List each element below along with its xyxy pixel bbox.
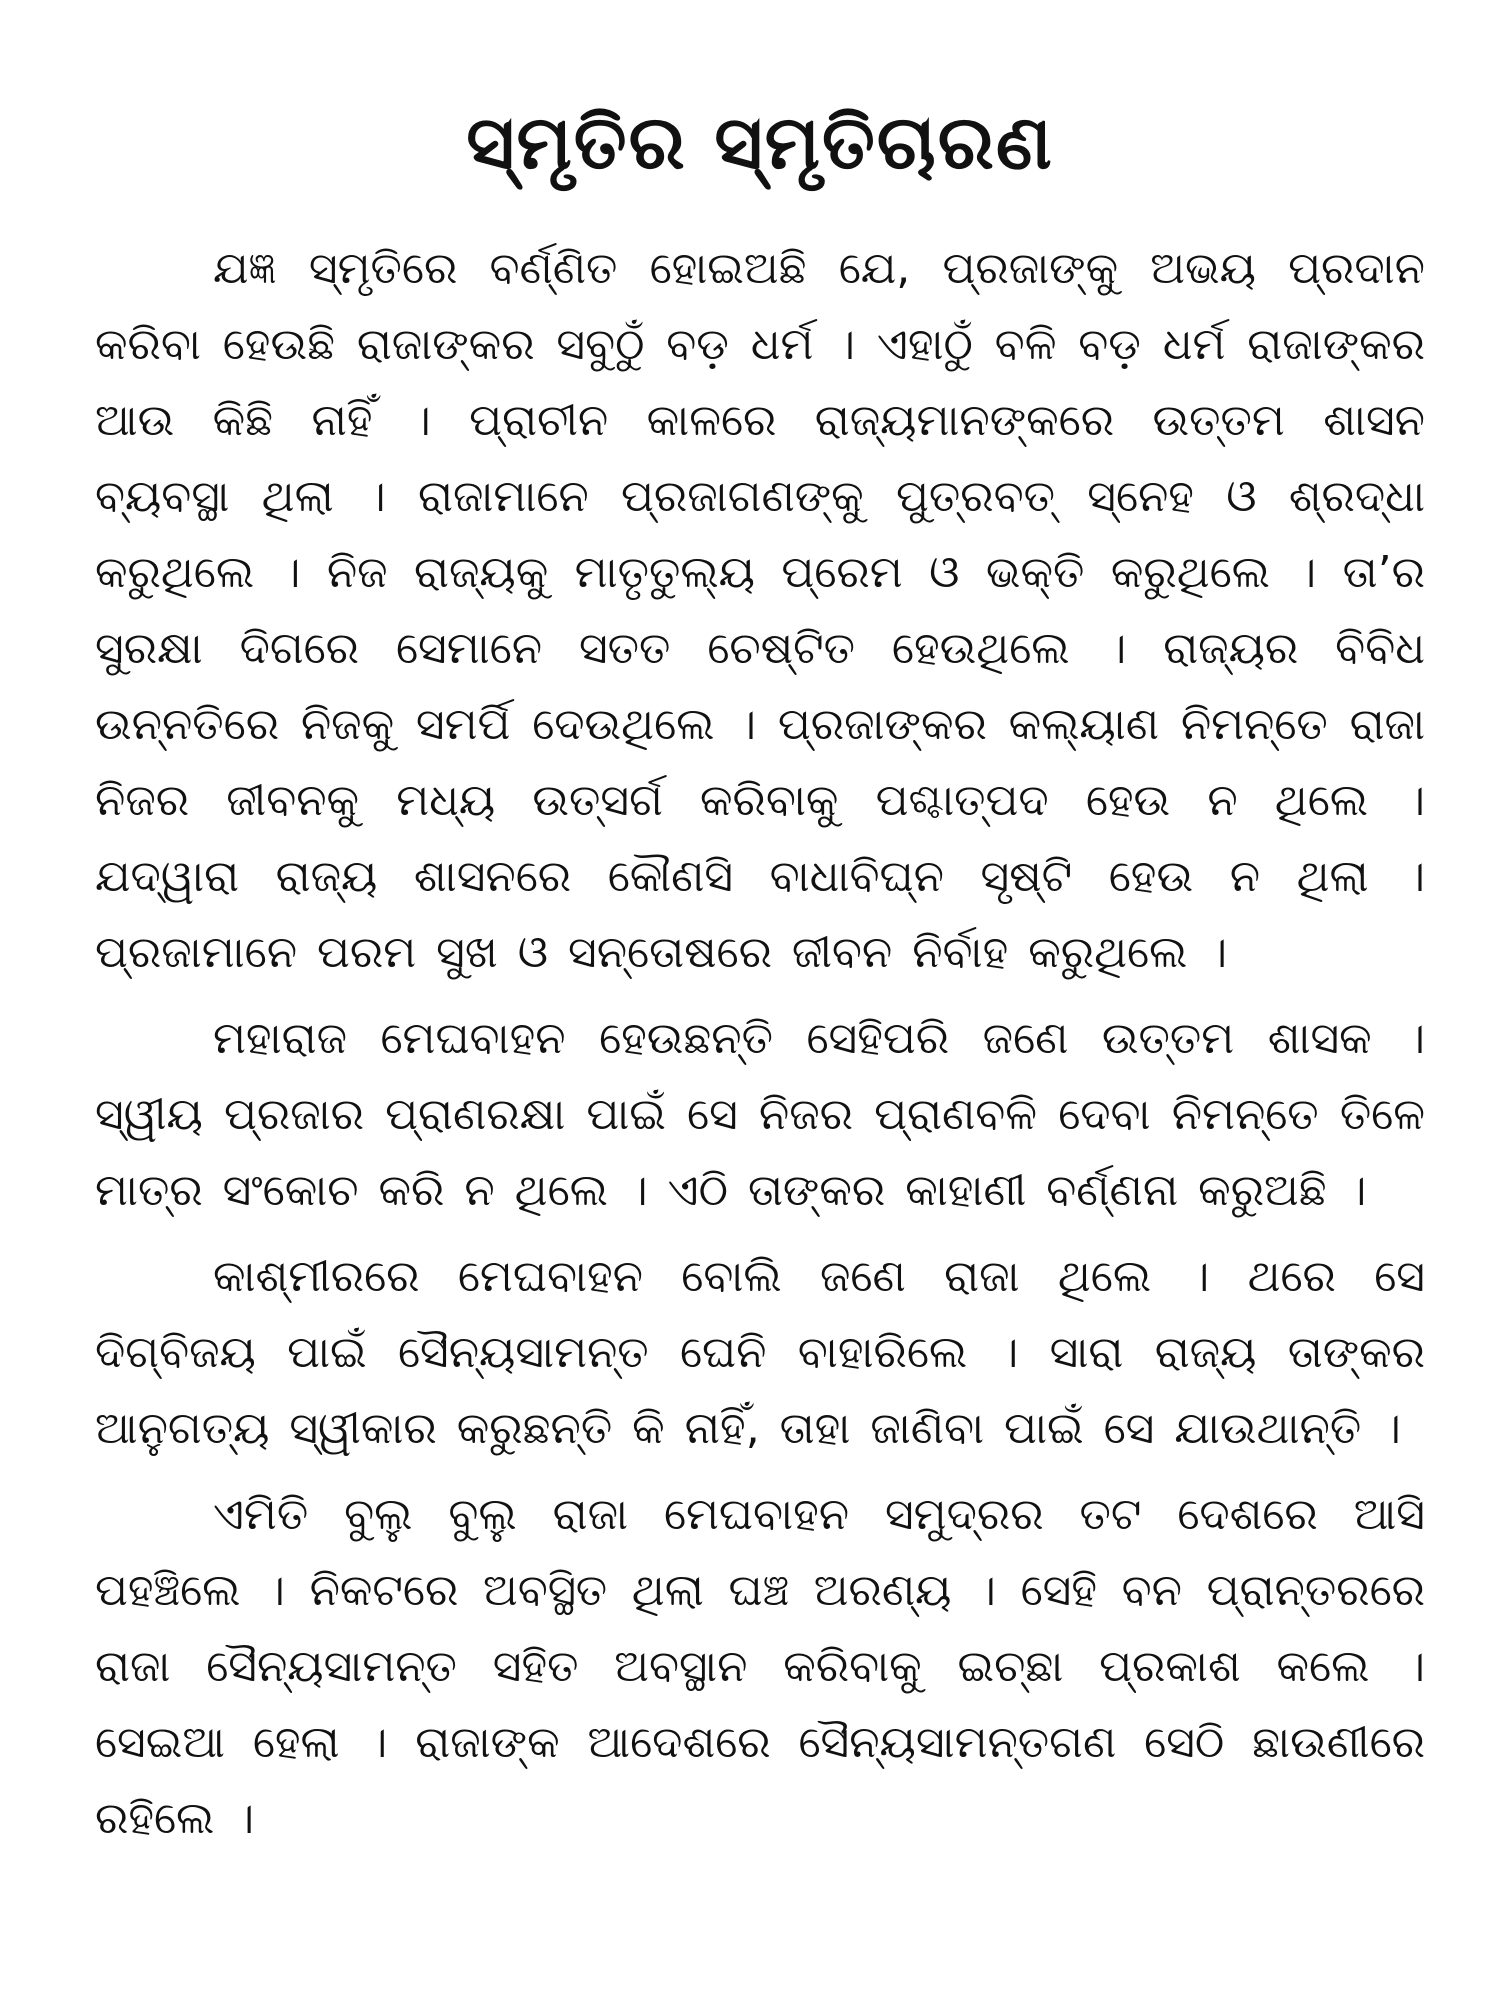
paragraph-2: ମହାରାଜ ମେଘବାହନ ହେଉଛନ୍ତି ସେହିପରି ଜଣେ ଉତ୍ତମ ଶାସକ । ସ୍ୱୀୟ ପ୍ରଜାର ପ୍ରାଣରକ୍ଷା ପାଇଁ ସେ ନିଜର ପ୍ରାଣବଳି ଦେବା ନିମନ୍ତେ ତିଳେ ମାତ୍ର ସଂକୋଚ କରି ନ ଥିଲେ । ଏଠି ତାଙ୍କର କାହାଣୀ ବର୍ଣ୍ଣନା କରୁଅଛି । — [95, 1013, 1425, 1216]
paragraph-3: କାଶ୍ମୀରରେ ମେଘବାହନ ବୋଲି ଜଣେ ରାଜା ଥିଲେ । ଥରେ ସେ ଦିଗ୍‌ବିଜୟ ପାଇଁ ସୈନ୍ୟସାମନ୍ତ ଘେନି ବାହାରିଲେ । ସାରା ରାଜ୍ୟ ତାଙ୍କର ଆନୁଗତ୍ୟ ସ୍ୱୀକାର କରୁଛନ୍ତି କି ନାହିଁ, ତାହା ଜାଣିବା ପାଇଁ ସେ ଯାଉଥାନ୍ତି । — [95, 1251, 1425, 1454]
document-title: ସ୍ମୃତିର ସ୍ମୃତିଚାରଣ — [466, 100, 1054, 186]
paragraph-1: ଯଜ୍ଞ ସ୍ମୃତିରେ ବର୍ଣ୍ଣିତ ହୋଇଅଛି ଯେ, ପ୍ରଜାଙ୍କୁ ଅଭୟ ପ୍ରଦାନ କରିବା ହେଉଛି ରାଜାଙ୍କର ସବୁଠୁଁ ବଡ଼ ଧର୍ମ । ଏହାଠୁଁ ବଳି ବଡ଼ ଧର୍ମ ରାଜାଙ୍କର ଆଉ କିଛି ନାହିଁ । ପ୍ରାଚୀନ କାଳରେ ରାଜ୍ୟମାନଙ୍କରେ ଉତ୍ତମ ଶାସନ ବ୍ୟବସ୍ଥା ଥିଲା । ରାଜାମାନେ ପ୍ରଜାଗଣଙ୍କୁ ପୁତ୍ରବତ୍ ସ୍ନେହ ଓ ଶ୍ରଦ୍ଧା କରୁଥିଲେ । ନିଜ ରାଜ୍ୟକୁ ମାତୃତୁଲ୍ୟ ପ୍ରେମ ଓ ଭକ୍ତି କରୁଥିଲେ । ତା’ର ସୁରକ୍ଷା ଦିଗରେ ସେମାନେ ସତତ ଚେଷ୍ଟିତ ହେଉଥିଲେ । ରାଜ୍ୟର ବିବିଧ ଉନ୍ନତିରେ ନିଜକୁ ସମର୍ପି ଦେଉଥିଲେ । ପ୍ରଜାଙ୍କର କଲ୍ୟାଣ ନିମନ୍ତେ ରାଜା ନିଜର ଜୀବନକୁ ମଧ୍ୟ ଉତ୍ସର୍ଗ କରିବାକୁ ପଶ୍ଚାତ୍‌ପଦ ହେଉ ନ ଥିଲେ । ଯଦ୍ୱାରା ରାଜ୍ୟ ଶାସନରେ କୌଣସି ବାଧାବିଘ୍ନ ସୃଷ୍ଟି ହେଉ ନ ଥିଲା । ପ୍ରଜାମାନେ ପରମ ସୁଖ ଓ ସନ୍ତୋଷରେ ଜୀବନ ନିର୍ବାହ କରୁଥିଲେ । — [95, 243, 1425, 978]
paragraph-4: ଏମିତି ବୁଲୁ ବୁଲୁ ରାଜା ମେଘବାହନ ସମୁଦ୍ରର ତଟ ଦେଶରେ ଆସି ପହଞ୍ଚିଲେ । ନିକଟରେ ଅବସ୍ଥିତ ଥିଲା ଘଞ୍ଚ ଅରଣ୍ୟ । ସେହି ବନ ପ୍ରାନ୍ତରରେ ରାଜା ସୈନ୍ୟସାମନ୍ତ ସହିତ ଅବସ୍ଥାନ କରିବାକୁ ଇଚ୍ଛା ପ୍ରକାଶ କଲେ । ସେଇଆ ହେଲା । ରାଜାଙ୍କ ଆଦେଶରେ ସୈନ୍ୟସାମନ୍ତଗଣ ସେଠି ଛାଉଣୀରେ ରହିଲେ । — [95, 1489, 1425, 1844]
